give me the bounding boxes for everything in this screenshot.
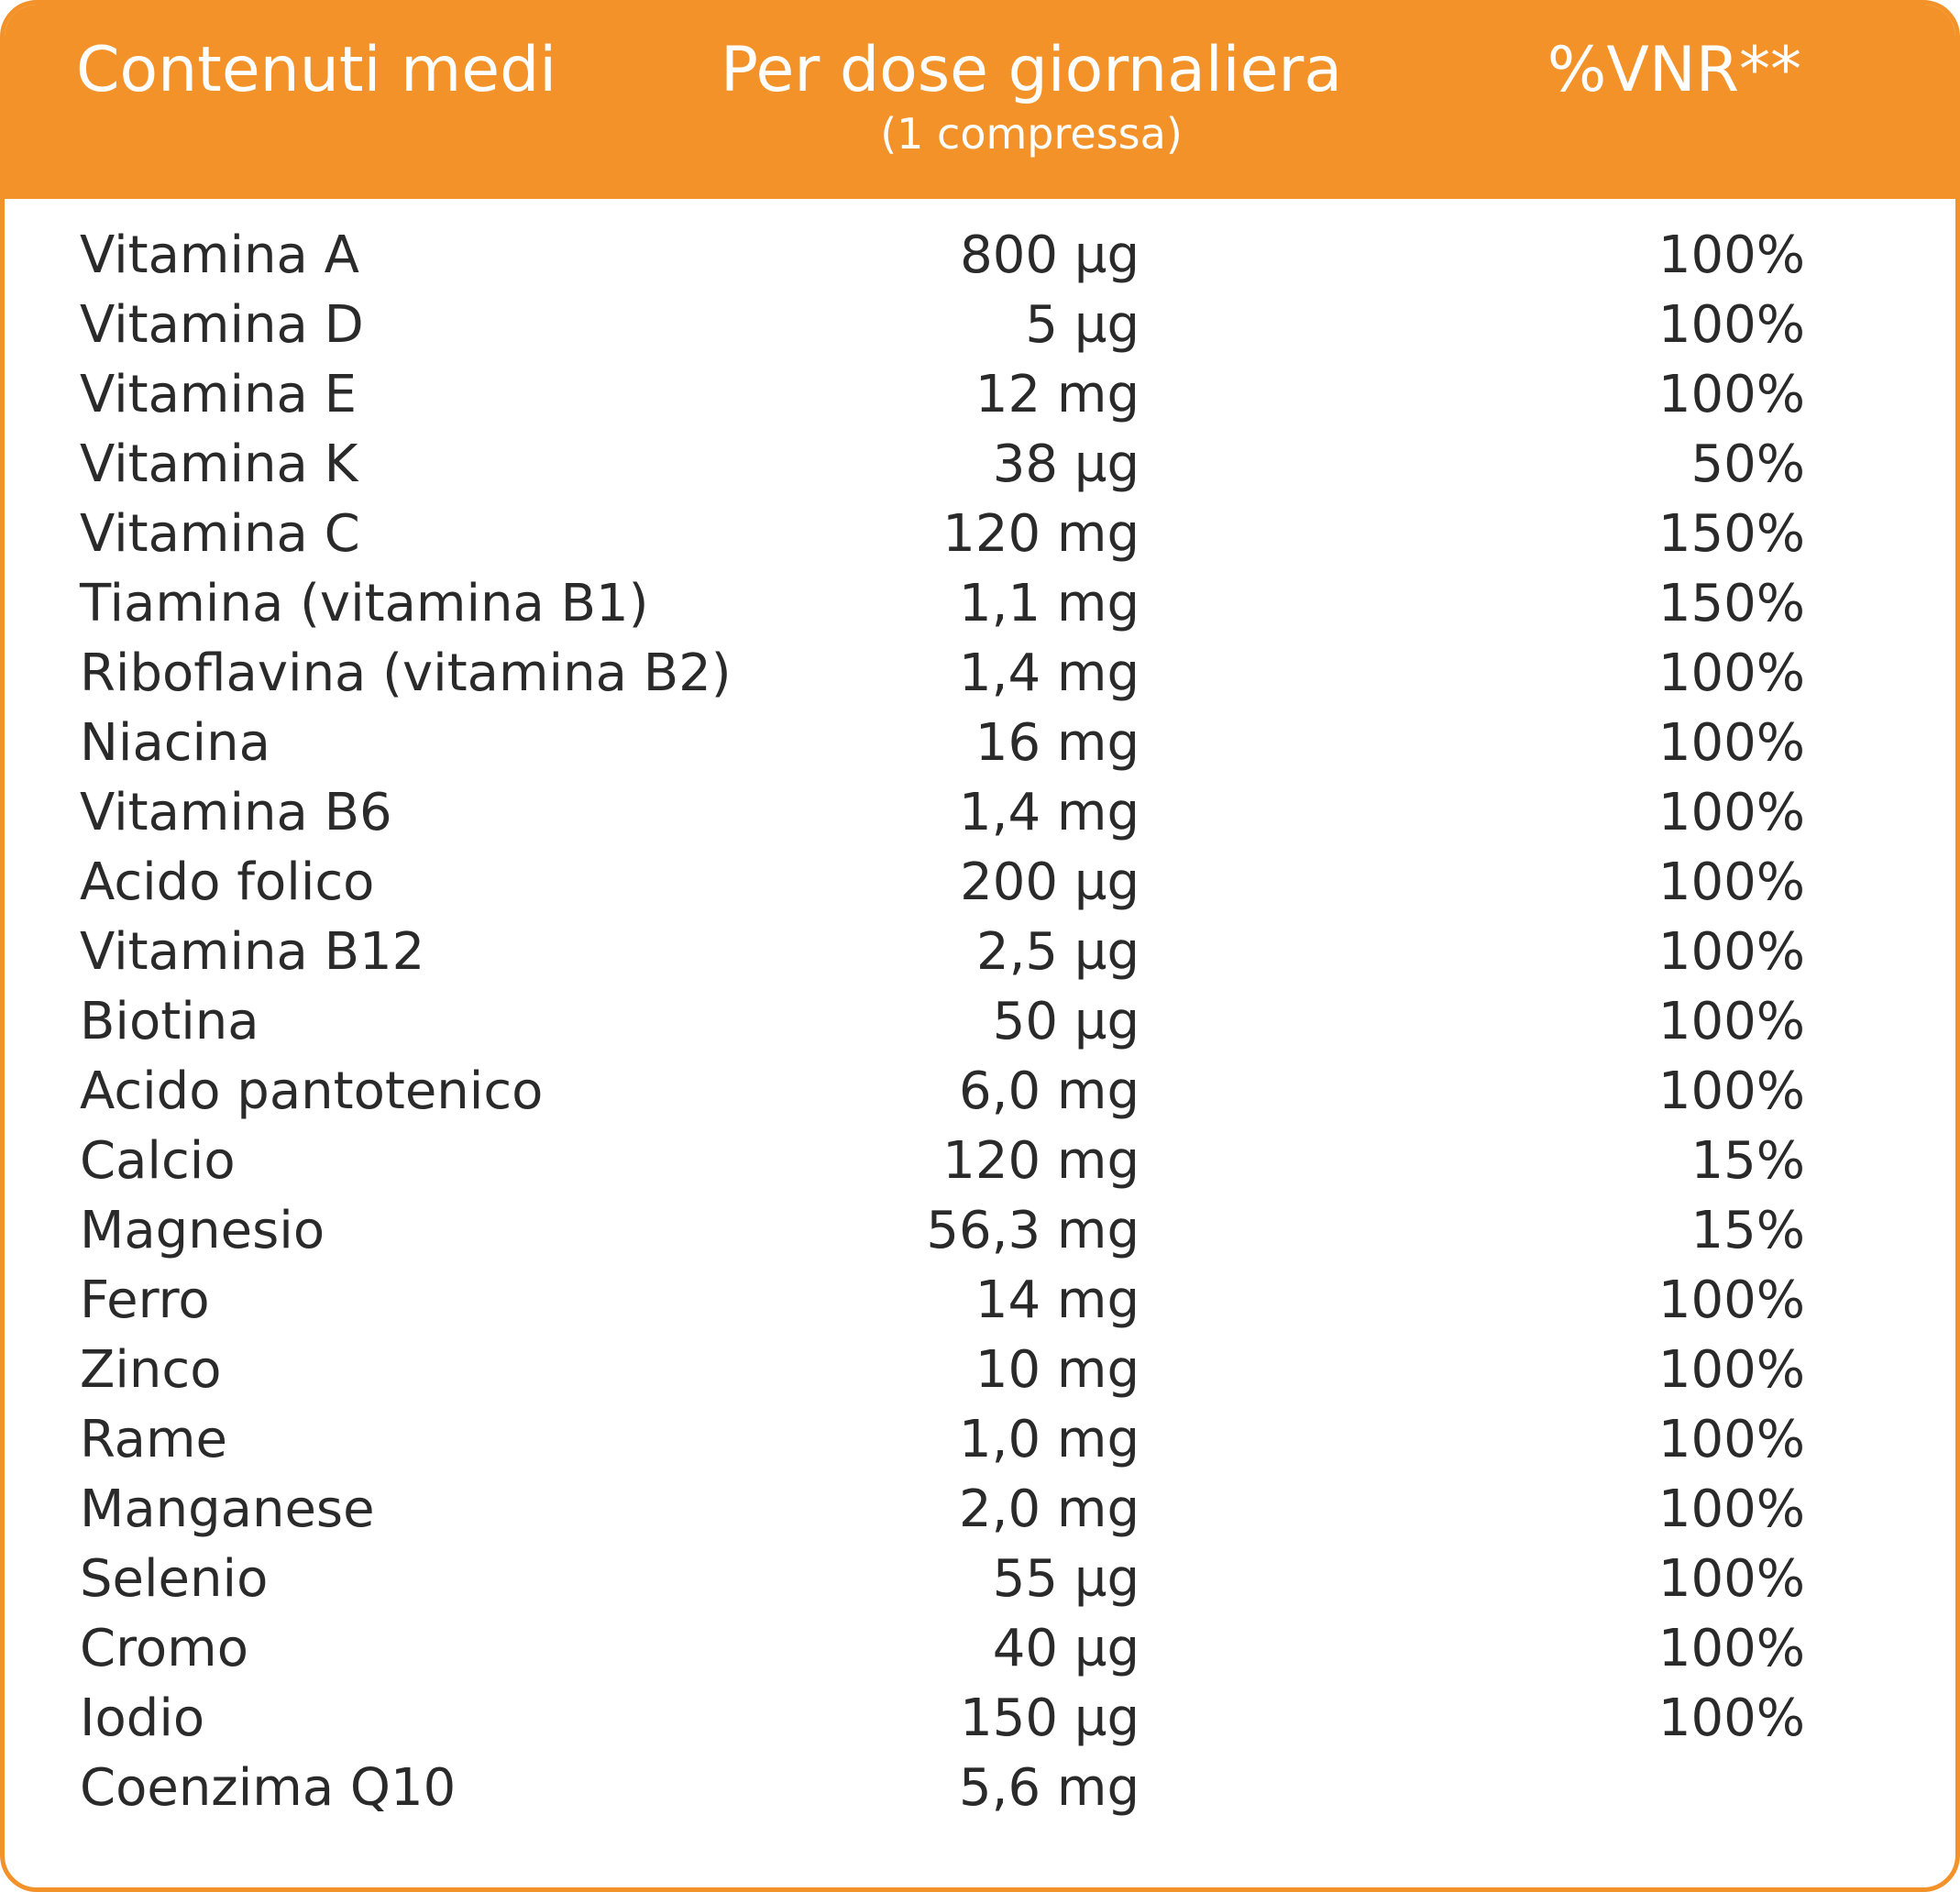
nutrient-dose: 12 mg xyxy=(974,365,1140,424)
nutrient-vnr: 100% xyxy=(1657,992,1805,1051)
nutrient-dose: 10 mg xyxy=(974,1340,1140,1400)
nutrient-dose: 6,0 mg xyxy=(959,1062,1140,1121)
nutrient-name: Vitamina C xyxy=(80,504,360,564)
table-row xyxy=(5,1757,1955,1827)
table-header xyxy=(5,5,1955,199)
table-row xyxy=(5,1688,1955,1757)
nutrient-dose: 200 µg xyxy=(960,852,1140,912)
nutrient-vnr: 100% xyxy=(1657,1340,1805,1400)
table-row xyxy=(5,1130,1955,1200)
nutrient-name: Acido folico xyxy=(80,852,375,912)
nutrient-vnr: 100% xyxy=(1657,295,1805,355)
nutrient-name: Magnesio xyxy=(80,1201,325,1260)
header-vnr: %VNR** xyxy=(1547,34,1801,106)
table-row xyxy=(5,1618,1955,1688)
nutrient-vnr: 100% xyxy=(1657,852,1805,912)
nutrient-vnr: 100% xyxy=(1657,922,1805,982)
table-row xyxy=(5,225,1955,294)
header-per-dose-sublabel: (1 compressa) xyxy=(880,109,1183,159)
table-row xyxy=(5,503,1955,573)
table-row xyxy=(5,294,1955,364)
nutrient-name: Calcio xyxy=(80,1131,236,1191)
table-row xyxy=(5,643,1955,712)
table-row xyxy=(5,1270,1955,1339)
table-row xyxy=(5,782,1955,852)
header-contenuti-medi: Contenuti medi xyxy=(76,34,557,106)
table-body xyxy=(5,225,1955,1827)
nutrient-dose: 800 µg xyxy=(960,226,1140,285)
nutrient-vnr: 150% xyxy=(1657,574,1805,633)
nutrient-name: Coenzima Q10 xyxy=(80,1758,457,1818)
nutrient-vnr: 100% xyxy=(1657,783,1805,842)
table-row xyxy=(5,1409,1955,1479)
table-row xyxy=(5,1200,1955,1270)
nutrient-name: Biotina xyxy=(80,992,259,1051)
nutrient-name: Vitamina D xyxy=(80,295,364,355)
nutrient-vnr: 100% xyxy=(1657,1619,1805,1678)
table-row xyxy=(5,364,1955,434)
nutrient-vnr: 100% xyxy=(1657,1062,1805,1121)
nutrient-name: Zinco xyxy=(80,1340,222,1400)
nutrient-vnr: 150% xyxy=(1657,504,1805,564)
nutrient-name: Ferro xyxy=(80,1270,210,1330)
nutrient-name: Vitamina A xyxy=(80,226,359,285)
nutrient-name: Manganese xyxy=(80,1480,375,1539)
nutrient-dose: 1,1 mg xyxy=(959,574,1140,633)
nutrient-vnr: 15% xyxy=(1690,1201,1805,1260)
nutrient-name: Vitamina B6 xyxy=(80,783,392,842)
nutrient-vnr: 100% xyxy=(1657,226,1805,285)
nutrient-name: Riboflavina (vitamina B2) xyxy=(80,644,732,703)
nutrient-dose: 5 µg xyxy=(1025,295,1140,355)
table-row xyxy=(5,1548,1955,1618)
table-row xyxy=(5,852,1955,921)
nutrient-vnr: 100% xyxy=(1657,1549,1805,1609)
nutrient-dose: 2,0 mg xyxy=(959,1480,1140,1539)
nutrient-vnr: 100% xyxy=(1657,713,1805,773)
nutrient-vnr: 15% xyxy=(1690,1131,1805,1191)
nutrient-vnr: 100% xyxy=(1657,1270,1805,1330)
nutrient-name: Rame xyxy=(80,1410,227,1469)
nutrient-name: Vitamina E xyxy=(80,365,358,424)
nutrient-name: Vitamina B12 xyxy=(80,922,425,982)
nutrient-vnr: 100% xyxy=(1657,1688,1805,1748)
header-per-dose-label: Per dose giornaliera xyxy=(720,34,1343,106)
nutrient-vnr: 100% xyxy=(1657,1410,1805,1469)
nutrient-vnr: 100% xyxy=(1657,644,1805,703)
table-row xyxy=(5,921,1955,991)
nutrient-dose: 40 µg xyxy=(992,1619,1140,1678)
table-row xyxy=(5,434,1955,503)
nutrient-dose: 120 mg xyxy=(942,1131,1140,1191)
table-row xyxy=(5,712,1955,782)
nutrient-dose: 14 mg xyxy=(974,1270,1140,1330)
nutrient-dose: 55 µg xyxy=(992,1549,1140,1609)
nutrient-name: Acido pantotenico xyxy=(80,1062,544,1121)
nutrient-name: Vitamina K xyxy=(80,434,358,494)
table-row xyxy=(5,1479,1955,1548)
nutrient-dose: 1,4 mg xyxy=(959,644,1140,703)
nutrient-dose: 1,4 mg xyxy=(959,783,1140,842)
nutrient-dose: 150 µg xyxy=(960,1688,1140,1748)
nutrient-vnr: 100% xyxy=(1657,1480,1805,1539)
table-row xyxy=(5,1339,1955,1409)
nutrient-name: Tiamina (vitamina B1) xyxy=(80,574,649,633)
nutrient-dose: 2,5 µg xyxy=(975,922,1140,982)
nutrient-dose: 5,6 mg xyxy=(959,1758,1140,1818)
nutrient-name: Cromo xyxy=(80,1619,248,1678)
nutrient-dose: 38 µg xyxy=(992,434,1140,494)
nutrient-dose: 50 µg xyxy=(992,992,1140,1051)
nutrient-name: Selenio xyxy=(80,1549,269,1609)
table-row xyxy=(5,1061,1955,1130)
table-row xyxy=(5,991,1955,1061)
nutrient-dose: 120 mg xyxy=(942,504,1140,564)
nutrient-dose: 56,3 mg xyxy=(926,1201,1140,1260)
nutrient-vnr: 100% xyxy=(1657,365,1805,424)
nutrient-name: Niacina xyxy=(80,713,270,773)
table-row xyxy=(5,573,1955,643)
nutrient-name: Iodio xyxy=(80,1688,205,1748)
nutrient-dose: 1,0 mg xyxy=(959,1410,1140,1469)
nutrient-dose: 16 mg xyxy=(974,713,1140,773)
nutrient-vnr: 50% xyxy=(1690,434,1805,494)
